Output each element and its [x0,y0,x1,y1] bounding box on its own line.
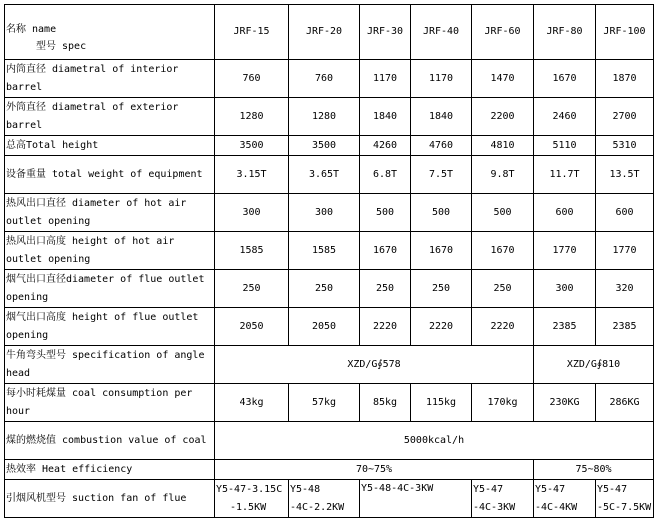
row-value: 2220 [472,308,534,346]
row-value: 600 [596,194,654,232]
row-value: 250 [411,270,472,308]
header-spec-label: 型号 spec [36,41,87,52]
efficiency-group1: 70~75% [215,460,534,480]
row-value: 43kg [215,384,289,422]
row-value: 57kg [289,384,360,422]
row-value: 85kg [360,384,411,422]
row-value: 250 [472,270,534,308]
model-header: JRF-60 [472,5,534,60]
row-label: 热风出口直径 diameter of hot air outlet opening [5,194,215,232]
row-value: 115kg [411,384,472,422]
row-value: 300 [534,270,596,308]
row-value: 250 [360,270,411,308]
fan-model: Y5-48-4C-3KW [361,483,434,494]
row-value: 300 [215,194,289,232]
fan-model: Y5-47 [535,483,566,495]
row-value: 170kg [472,384,534,422]
model-header: JRF-100 [596,5,654,60]
table-row [5,60,654,98]
row-value: 5310 [596,136,654,156]
row-value: 3500 [289,136,360,156]
fan-cell [289,480,360,518]
fan-model: Y5-48 [290,483,321,495]
fan-model: Y5-47 [597,483,628,495]
row-label: 热风出口高度 height of hot air outlet opening [5,232,215,270]
angle-head-group1: XZD/G∮578 [215,346,534,384]
table-row [5,232,654,270]
row-value: 1170 [360,60,411,98]
row-value: 2200 [472,98,534,136]
row-value: 2220 [411,308,472,346]
coal-row [5,384,654,422]
row-value: 1280 [215,98,289,136]
fan-power: -4C-3KW [473,501,516,513]
row-value: 230KG [534,384,596,422]
row-value: 1670 [472,232,534,270]
row-value: 2050 [215,308,289,346]
table-row [5,270,654,308]
model-header: JRF-40 [411,5,472,60]
header-label-cell [5,5,215,60]
row-value: 286KG [596,384,654,422]
row-value: 1670 [411,232,472,270]
row-value: 1870 [596,60,654,98]
header-row [5,5,654,60]
row-value: 300 [289,194,360,232]
row-value: 2385 [596,308,654,346]
fan-model: Y5-47-3.15C [216,483,283,495]
fan-row [5,480,654,518]
row-value: 1170 [411,60,472,98]
row-value: 3.15T [215,156,289,194]
row-value: 250 [215,270,289,308]
row-value: 3.65T [289,156,360,194]
model-header: JRF-80 [534,5,596,60]
fan-cell [360,480,472,518]
row-value: 1585 [289,232,360,270]
combustion-row [5,422,654,460]
model-header: JRF-20 [289,5,360,60]
row-label: 每小时耗煤量 coal consumption per hour [5,384,215,422]
row-value: 2700 [596,98,654,136]
header-name-label: 名称 name [6,24,57,35]
model-header: JRF-30 [360,5,411,60]
row-value: 500 [360,194,411,232]
table-row [5,308,654,346]
efficiency-row [5,460,654,480]
row-value: 2220 [360,308,411,346]
row-value: 2050 [289,308,360,346]
fan-cell [472,480,534,518]
row-label: 总高Total height [5,136,215,156]
angle-head-row [5,346,654,384]
row-label: 设备重量 total weight of equipment [5,156,215,194]
row-value: 320 [596,270,654,308]
row-value: 4810 [472,136,534,156]
row-value: 500 [472,194,534,232]
fan-cell [215,480,289,518]
row-value: 5110 [534,136,596,156]
row-value: 2385 [534,308,596,346]
row-value: 4760 [411,136,472,156]
fan-power: -4C-2.2KW [290,501,345,513]
row-value: 1470 [472,60,534,98]
row-label: 内筒直径 diametral of interior barrel [5,60,215,98]
row-label: 烟气出口高度 height of flue outlet opening [5,308,215,346]
table-row [5,194,654,232]
row-value: 7.5T [411,156,472,194]
row-value: 9.8T [472,156,534,194]
fan-power: -5C-7.5KW [597,501,652,513]
model-header: JRF-15 [215,5,289,60]
row-value: 500 [411,194,472,232]
fan-cell [596,480,654,518]
efficiency-group2: 75~80% [534,460,654,480]
row-label: 煤的燃烧值 combustion value of coal [5,422,215,460]
fan-power: -1.5KW [230,501,267,513]
row-value: 1840 [411,98,472,136]
row-value: 600 [534,194,596,232]
fan-model: Y5-47 [473,483,504,495]
row-value: 1670 [534,60,596,98]
row-value: 1585 [215,232,289,270]
row-value: 1280 [289,98,360,136]
row-value: 760 [215,60,289,98]
row-label: 牛角弯头型号 specification of angle head [5,346,215,384]
row-value: 760 [289,60,360,98]
angle-head-group2: XZD/G∮810 [534,346,654,384]
spec-table [4,4,654,518]
row-label: 引烟风机型号 suction fan of flue [5,480,215,518]
row-value: 1840 [360,98,411,136]
row-value: 250 [289,270,360,308]
table-row [5,136,654,156]
fan-power: -4C-4KW [535,501,578,513]
row-value: 2460 [534,98,596,136]
row-label: 热效率 Heat efficiency [5,460,215,480]
table-row [5,98,654,136]
row-value: 6.8T [360,156,411,194]
row-value: 11.7T [534,156,596,194]
row-value: 1770 [596,232,654,270]
row-value: 1670 [360,232,411,270]
row-value: 3500 [215,136,289,156]
table-row [5,156,654,194]
combustion-value: 5000kcal/h [215,422,654,460]
row-label: 外筒直径 diametral of exterior barrel [5,98,215,136]
row-label: 烟气出口直径diameter of flue outlet opening [5,270,215,308]
row-value: 1770 [534,232,596,270]
fan-cell [534,480,596,518]
row-value: 13.5T [596,156,654,194]
row-value: 4260 [360,136,411,156]
